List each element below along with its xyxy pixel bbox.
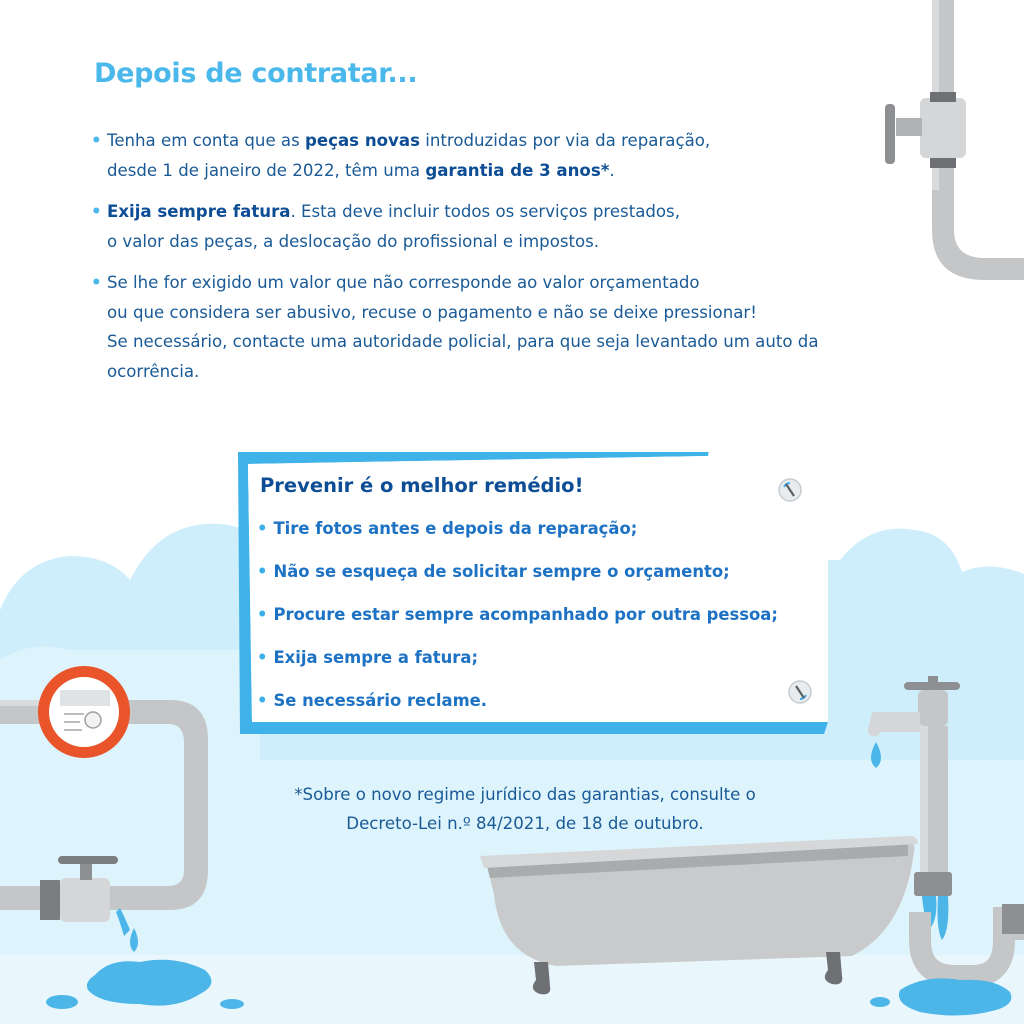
- bullet: •: [257, 691, 268, 710]
- bullet: •: [257, 648, 268, 667]
- tip-line: Tenha em conta que as peças novas introduzidas por via da reparação,: [107, 131, 711, 150]
- footnote-line: *Sobre o novo regime jurídico das garantias, consulte o: [294, 785, 756, 804]
- list-item: • Não se esqueça de solicitar sempre o orçamento;: [257, 562, 730, 581]
- bullet: •: [257, 562, 268, 581]
- tip-line: ocorrência.: [107, 361, 200, 381]
- tip-line: desde 1 de janeiro de 2022, têm uma garantia de 3 anos*.: [107, 160, 615, 180]
- tip-line: o valor das peças, a deslocação do profissional e impostos.: [107, 231, 600, 251]
- screw-icon: [786, 678, 814, 706]
- footnote-line: Decreto-Lei n.º 84/2021, de 18 de outubro.: [346, 814, 704, 833]
- list-item: [91, 268, 911, 386]
- list-item: • Exija sempre a fatura;: [257, 648, 479, 667]
- bullet: •: [91, 273, 102, 292]
- list-item: • Se necessário reclame.: [257, 691, 487, 710]
- screw-icon: [776, 476, 804, 504]
- tip-line: Se lhe for exigido um valor que não corresponde ao valor orçamentado: [107, 273, 700, 292]
- card-title: Prevenir é o melhor remédio!: [260, 474, 584, 497]
- list-item: • Tire fotos antes e depois da reparação;: [257, 519, 638, 538]
- card-list: [257, 514, 778, 729]
- tips-list: [91, 126, 911, 398]
- bullet: •: [91, 131, 102, 150]
- page-title: Depois de contratar...: [94, 58, 418, 89]
- bullet: •: [91, 202, 102, 221]
- prevention-card: [238, 452, 828, 734]
- footnote: [255, 780, 795, 838]
- list-item: [91, 197, 911, 256]
- bullet: •: [257, 519, 268, 538]
- bullet: •: [257, 605, 268, 624]
- tip-line: ou que considera ser abusivo, recuse o pagamento e não se deixe pressionar!: [107, 302, 757, 322]
- tip-line: Exija sempre fatura. Esta deve incluir todos os serviços prestados,: [107, 202, 680, 221]
- list-item: • Procure estar sempre acompanhado por outra pessoa;: [257, 605, 778, 624]
- tip-line: Se necessário, contacte uma autoridade policial, para que seja levantado um auto da: [107, 332, 819, 351]
- list-item: [91, 126, 911, 185]
